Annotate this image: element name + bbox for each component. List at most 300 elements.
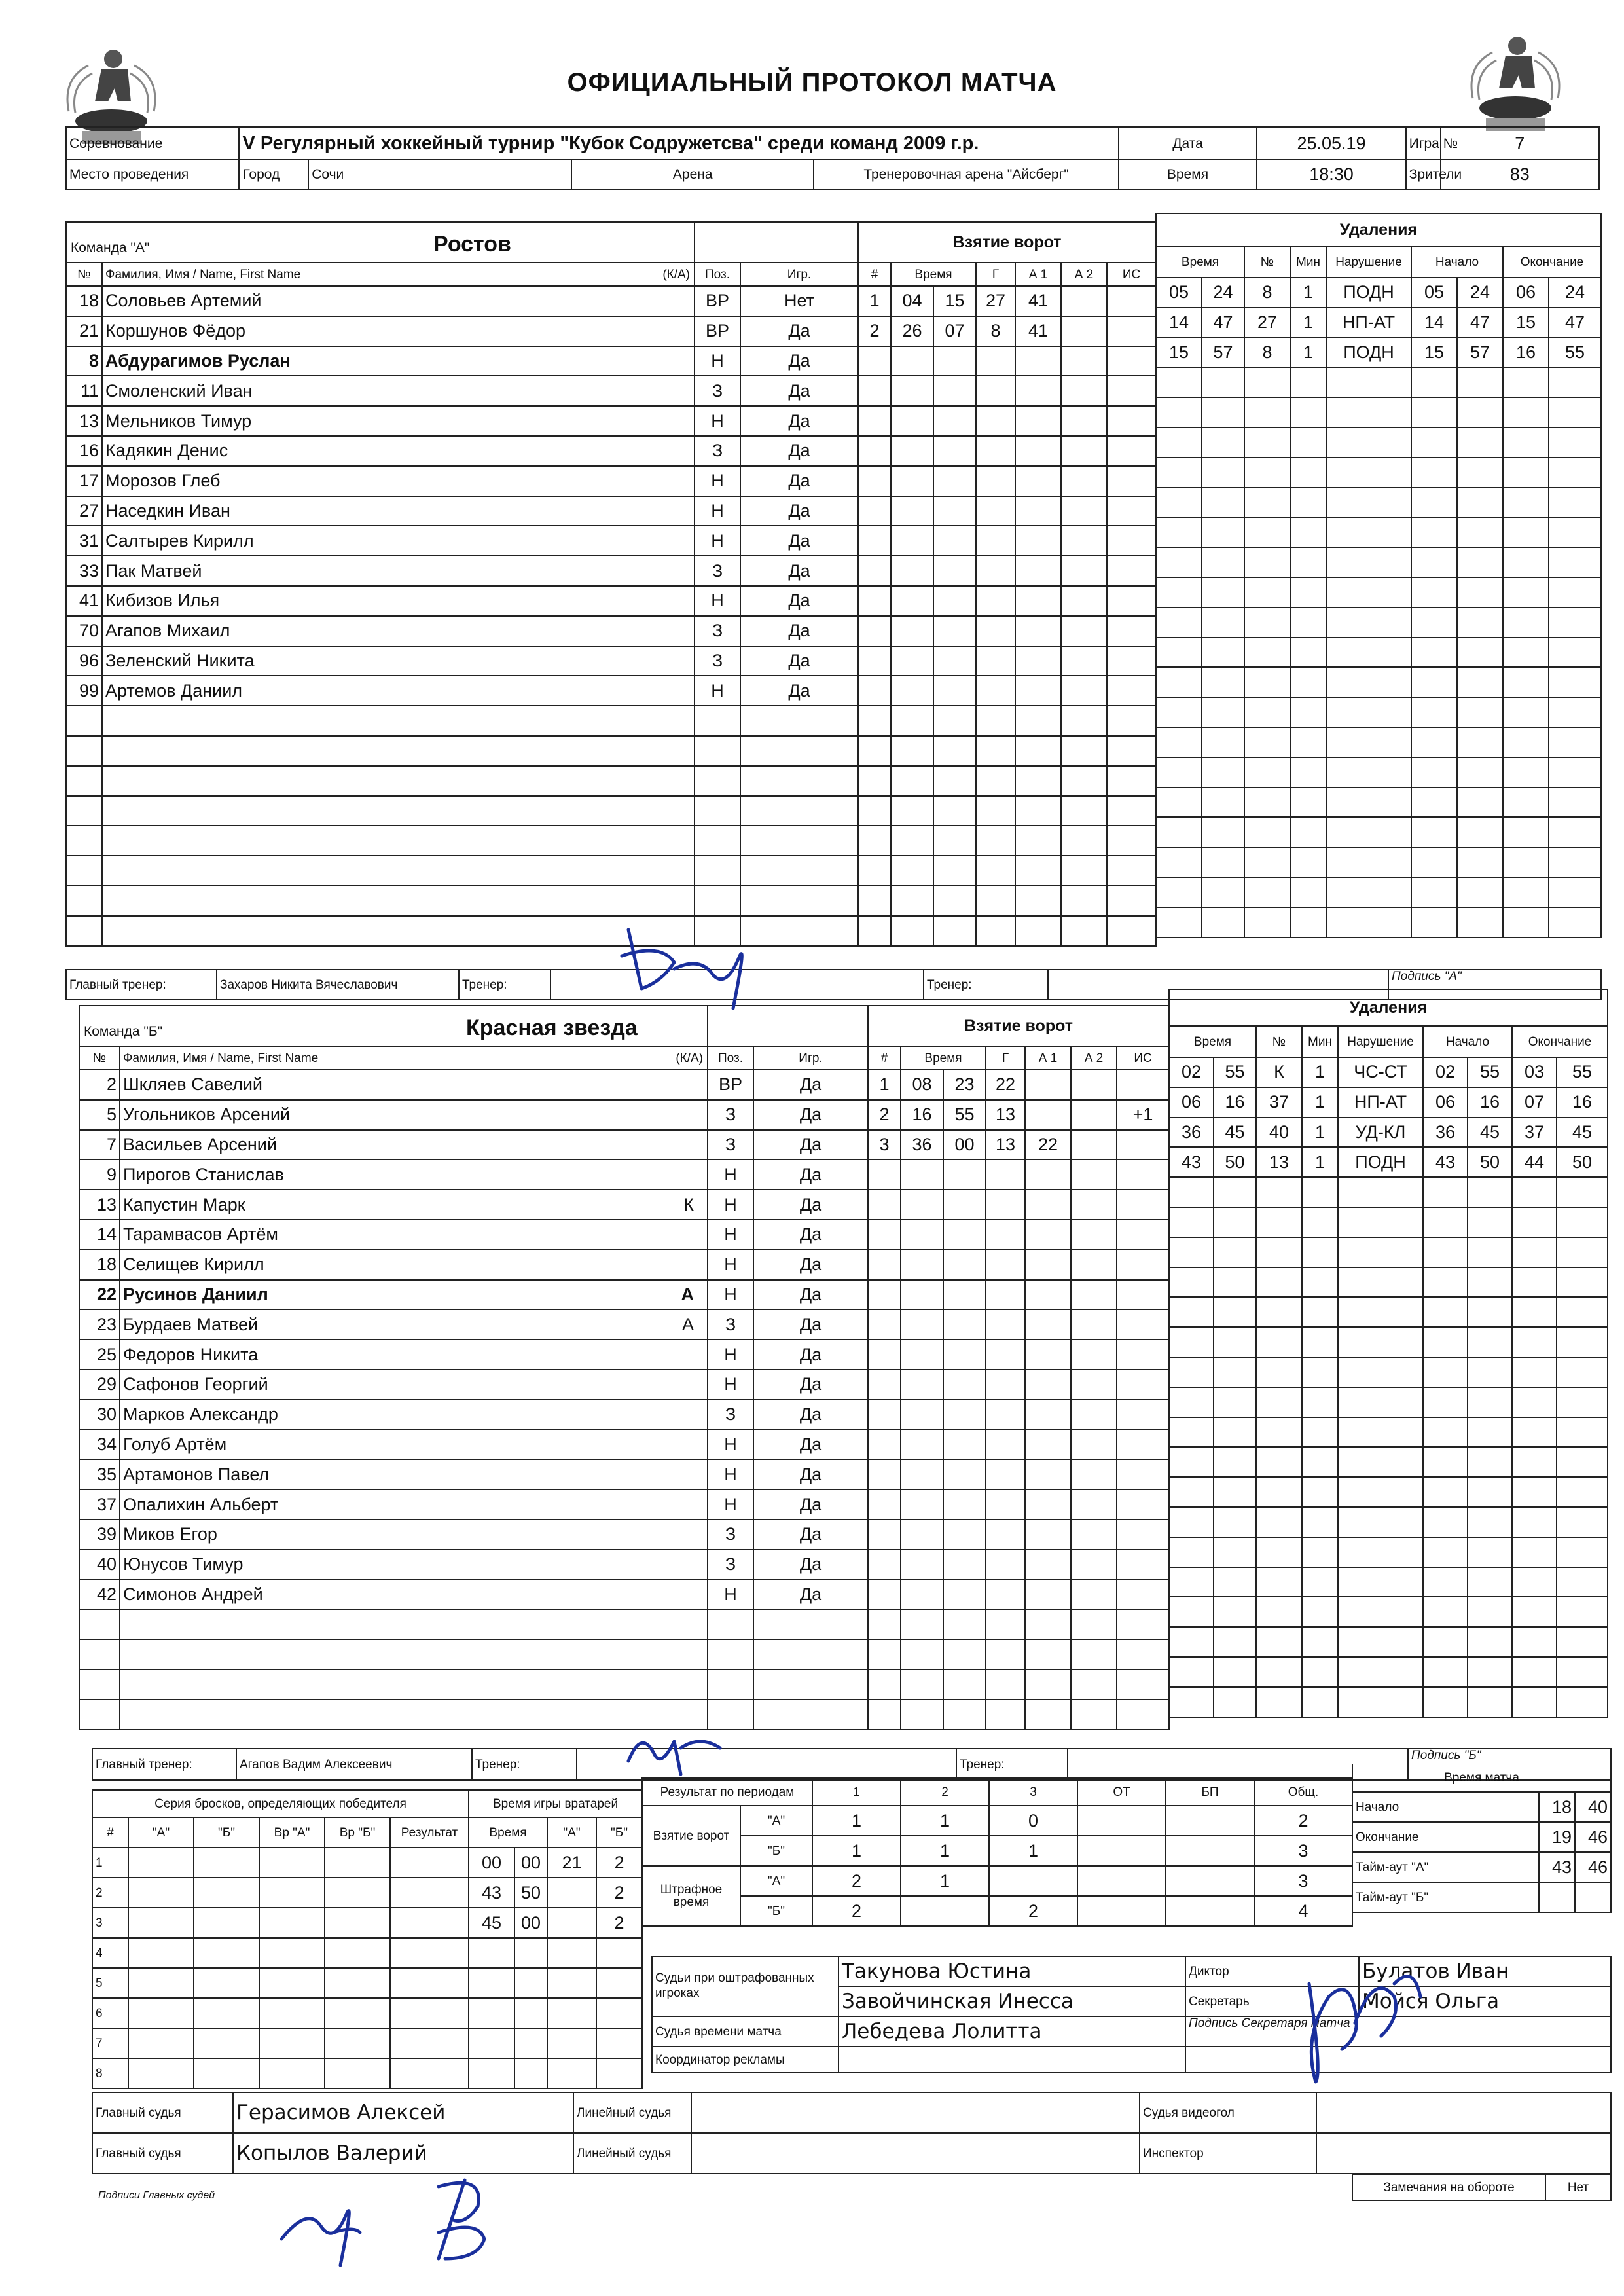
- goal-n: [858, 646, 891, 676]
- player-played: Да: [740, 496, 858, 526]
- penalty-min: [1302, 1507, 1338, 1537]
- g-g-header: Г: [976, 263, 1015, 286]
- penalty-sm: 15: [1411, 338, 1457, 368]
- penalty-ss: [1468, 1177, 1512, 1207]
- pen-a-p2: 1: [901, 1866, 989, 1896]
- goal-n: [868, 1280, 901, 1310]
- penalty-row: [1156, 428, 1601, 458]
- goal-g: [976, 376, 1015, 406]
- goal-a1: [1015, 826, 1061, 856]
- goal-g: [986, 1550, 1025, 1580]
- penalty-s: [1214, 1657, 1256, 1687]
- goal-g: [976, 406, 1015, 436]
- penalty-ss: [1457, 727, 1503, 757]
- shootout-row: [92, 1848, 469, 1878]
- goal-s: [933, 526, 976, 556]
- goal-a1: [1025, 1669, 1071, 1700]
- penalty-sm: [1423, 1207, 1468, 1237]
- penalty-inf: [1338, 1237, 1423, 1267]
- penalty-s: [1202, 667, 1244, 697]
- player-row: [66, 436, 858, 466]
- g-g-header: Г: [986, 1046, 1025, 1070]
- penalty-num: [1256, 1657, 1302, 1687]
- penalty-sm: [1411, 458, 1457, 488]
- player-name: Пак Матвей: [105, 560, 202, 581]
- goal-m: [901, 1370, 943, 1400]
- player-played: Да: [740, 376, 858, 406]
- goal-s: [933, 826, 976, 856]
- player-position: Н: [708, 1370, 753, 1400]
- pen-b-total: 4: [1254, 1896, 1352, 1926]
- penalty-sm: [1423, 1237, 1468, 1267]
- penalty-es: [1557, 1567, 1608, 1597]
- match-time-h: [1539, 1882, 1575, 1912]
- team-a-section: [65, 221, 859, 947]
- penalty-ss: [1468, 1537, 1512, 1567]
- goal-s: 07: [933, 316, 976, 346]
- penalty-inf: [1326, 847, 1411, 877]
- player-name: Смоленский Иван: [105, 380, 253, 401]
- penalty-s: [1214, 1597, 1256, 1627]
- penalty-em: [1512, 1627, 1557, 1657]
- goal-a1: [1015, 646, 1061, 676]
- goal-a2: [1071, 1639, 1117, 1669]
- goal-g: [986, 1250, 1025, 1280]
- goal-a2: [1061, 346, 1107, 376]
- penalty-m: [1156, 428, 1202, 458]
- penalty-num: [1244, 667, 1290, 697]
- penalty-row: [1169, 1447, 1608, 1477]
- g-a2-header: А 2: [1071, 1046, 1117, 1070]
- penalty-min: [1290, 547, 1326, 577]
- penalty-em: [1503, 367, 1549, 397]
- penalty-ss: [1468, 1267, 1512, 1298]
- goal-row: [858, 616, 1156, 646]
- player-row: [79, 1070, 868, 1100]
- time-label: Время: [1119, 160, 1257, 189]
- gk-row: [469, 1848, 642, 1878]
- goal-ic: [1107, 346, 1156, 376]
- gk-m: [469, 1998, 514, 2028]
- penalty-sm: [1423, 1417, 1468, 1448]
- goal-g: [986, 1309, 1025, 1339]
- goal-s: [933, 736, 976, 766]
- penalty-row: [1156, 697, 1601, 727]
- goal-m: [901, 1220, 943, 1250]
- shootout-col-header: "А": [128, 1817, 194, 1848]
- player-position: [695, 766, 740, 796]
- penalty-num: [1256, 1387, 1302, 1417]
- penalty-min: 1: [1290, 338, 1326, 368]
- page-title: ОФИЦИАЛЬНЫЙ ПРОТОКОЛ МАТЧА: [567, 68, 1057, 97]
- player-row: [66, 796, 858, 826]
- penalty-em: [1512, 1267, 1557, 1298]
- player-row: [66, 526, 858, 556]
- penalty-ss: 55: [1468, 1057, 1512, 1087]
- goal-m: [901, 1309, 943, 1339]
- penalty-inf: [1338, 1357, 1423, 1387]
- goal-row: [868, 1220, 1169, 1250]
- penalty-inf: [1338, 1417, 1423, 1448]
- pen-a-total: 3: [1254, 1866, 1352, 1896]
- penalty-ss: [1457, 907, 1503, 938]
- goal-a1: [1015, 736, 1061, 766]
- penalty-es: [1557, 1387, 1608, 1417]
- penalty-inf: [1326, 788, 1411, 818]
- goals-a-total: 2: [1254, 1806, 1352, 1836]
- penalty-ss: [1468, 1567, 1512, 1597]
- penalty-m: 02: [1169, 1057, 1214, 1087]
- penalty-min: [1302, 1597, 1338, 1627]
- goal-g: 13: [986, 1100, 1025, 1130]
- goal-a1: [1025, 1489, 1071, 1520]
- goal-row: [868, 1580, 1169, 1610]
- player-name: Русинов Даниил: [123, 1284, 268, 1304]
- team-b-goals: [867, 1005, 1170, 1730]
- match-time-table: [1352, 1764, 1612, 1913]
- player-number: 18: [66, 286, 102, 316]
- penalty-ss: [1457, 547, 1503, 577]
- goal-s: [933, 496, 976, 526]
- goals-b-ot: [1077, 1836, 1166, 1866]
- player-name-cell: [102, 466, 695, 496]
- player-name-cell: [120, 1669, 708, 1700]
- penalty-s: [1202, 547, 1244, 577]
- goal-m: [891, 916, 933, 946]
- penalty-m: [1156, 458, 1202, 488]
- goal-a1: [1025, 1100, 1071, 1130]
- player-number: [66, 736, 102, 766]
- penalty-num: [1256, 1417, 1302, 1448]
- penalty-s: 57: [1202, 338, 1244, 368]
- penalty-sm: 36: [1423, 1118, 1468, 1148]
- shootout-cell: [390, 1968, 469, 1998]
- penalty-m: 05: [1156, 278, 1202, 308]
- penalty-min: [1290, 697, 1326, 727]
- shootout-col-header: Вр "А": [259, 1817, 325, 1848]
- goal-s: [933, 406, 976, 436]
- penalty-ss: 24: [1457, 278, 1503, 308]
- penalty-inf: [1326, 697, 1411, 727]
- penalty-ss: [1468, 1387, 1512, 1417]
- goal-a1: [1025, 1430, 1071, 1460]
- player-name-cell: [102, 826, 695, 856]
- penalty-row: [1169, 1567, 1608, 1597]
- goal-ic: [1117, 1520, 1169, 1550]
- goal-a2: [1061, 556, 1107, 586]
- penalty-m: 06: [1169, 1087, 1214, 1118]
- penalty-s: [1202, 458, 1244, 488]
- player-row: [66, 496, 858, 526]
- penalty-m: [1169, 1267, 1214, 1298]
- goal-row: [868, 1700, 1169, 1730]
- goal-a2: [1061, 736, 1107, 766]
- player-position: [695, 796, 740, 826]
- penalty-ss: [1457, 608, 1503, 638]
- goal-g: [986, 1520, 1025, 1550]
- penalty-s: [1214, 1177, 1256, 1207]
- goal-n: [858, 916, 891, 946]
- penalty-inf: [1338, 1297, 1423, 1327]
- player-played: Да: [740, 316, 858, 346]
- goal-row: [858, 286, 1156, 316]
- penalty-m: [1156, 757, 1202, 788]
- goal-m: [901, 1639, 943, 1669]
- player-position: [695, 826, 740, 856]
- goal-s: [933, 346, 976, 376]
- penalty-num: [1256, 1297, 1302, 1327]
- player-number: 25: [79, 1339, 120, 1370]
- player-name-cell: [120, 1639, 708, 1669]
- player-row: [66, 556, 858, 586]
- goal-g: [976, 346, 1015, 376]
- player-number: [66, 916, 102, 946]
- player-name-cell: [102, 286, 695, 316]
- penalty-ss: [1457, 877, 1503, 907]
- player-row: [79, 1669, 868, 1700]
- penalty-s: [1202, 697, 1244, 727]
- goals-a-p2: 1: [901, 1806, 989, 1836]
- team-b-trainer-label: Тренер:: [956, 1749, 1068, 1780]
- player-number: 30: [79, 1400, 120, 1430]
- goal-n: [858, 706, 891, 736]
- penalty-em: [1512, 1177, 1557, 1207]
- match-time-h: 19: [1539, 1822, 1575, 1852]
- player-row: [79, 1159, 868, 1190]
- player-played: Нет: [740, 286, 858, 316]
- penalty-es: [1557, 1447, 1608, 1477]
- player-position: З: [708, 1309, 753, 1339]
- goal-s: [943, 1700, 986, 1730]
- player-played: Да: [740, 526, 858, 556]
- goal-n: [858, 466, 891, 496]
- goal-s: [943, 1550, 986, 1580]
- player-number: [66, 766, 102, 796]
- penalty-num: [1256, 1687, 1302, 1717]
- penalty-em: [1503, 397, 1549, 428]
- penalty-es: [1549, 577, 1601, 608]
- goal-n: [868, 1520, 901, 1550]
- goal-n: [858, 676, 891, 706]
- penalty-inf: ПОДН: [1326, 338, 1411, 368]
- penalty-sm: 06: [1423, 1087, 1468, 1118]
- penalty-es: [1557, 1597, 1608, 1627]
- gk-b: [596, 1998, 642, 2028]
- shootout-table: [92, 1789, 469, 2089]
- match-header: [65, 126, 1600, 190]
- penalty-s: [1202, 757, 1244, 788]
- penalty-min: [1290, 727, 1326, 757]
- goal-g: [976, 526, 1015, 556]
- shootout-cell: [259, 1938, 325, 1968]
- goals-b-total: 3: [1254, 1836, 1352, 1866]
- goal-g: [976, 856, 1015, 886]
- penalty-em: 03: [1512, 1057, 1557, 1087]
- goal-row: [868, 1520, 1169, 1550]
- penalty-num: [1244, 397, 1290, 428]
- player-played: [740, 796, 858, 826]
- goal-row: [858, 316, 1156, 346]
- goal-a2: [1061, 706, 1107, 736]
- player-row: [79, 1190, 868, 1220]
- penalty-s: [1202, 608, 1244, 638]
- penalty-min: 1: [1290, 278, 1326, 308]
- goal-m: [891, 586, 933, 616]
- penalty-m: [1156, 517, 1202, 547]
- p-min-header: Мин: [1290, 246, 1326, 278]
- goal-a2: [1061, 886, 1107, 916]
- penalty-m: [1156, 638, 1202, 668]
- penalty-m: [1156, 547, 1202, 577]
- goal-a2: [1071, 1580, 1117, 1610]
- goal-n: [858, 556, 891, 586]
- penalty-es: [1557, 1537, 1608, 1567]
- goal-a1: [1025, 1280, 1071, 1310]
- player-played: Да: [740, 556, 858, 586]
- player-number: 42: [79, 1580, 120, 1610]
- penalty-s: 47: [1202, 308, 1244, 338]
- penalty-em: [1512, 1477, 1557, 1507]
- player-number: [66, 826, 102, 856]
- player-name: Кибизов Илья: [105, 591, 220, 611]
- goal-row: [868, 1159, 1169, 1190]
- goal-n: [858, 406, 891, 436]
- goal-s: [933, 856, 976, 886]
- penalty-num: [1256, 1537, 1302, 1567]
- goal-m: [891, 466, 933, 496]
- goal-g: [976, 706, 1015, 736]
- goal-g: [986, 1489, 1025, 1520]
- penalty-es: [1549, 907, 1601, 938]
- match-time-m: 40: [1575, 1792, 1611, 1822]
- player-number: 40: [79, 1550, 120, 1580]
- penalty-s: [1202, 488, 1244, 518]
- team-a-coach-label: Тренер:: [459, 970, 550, 1000]
- goal-row: [858, 886, 1156, 916]
- shootout-row-number: 4: [92, 1938, 128, 1968]
- penalty-s: [1214, 1537, 1256, 1567]
- penalty-sm: 43: [1423, 1147, 1468, 1177]
- penalty-m: [1156, 667, 1202, 697]
- penalty-inf: [1338, 1597, 1423, 1627]
- penalty-sm: [1423, 1507, 1468, 1537]
- goal-m: [891, 736, 933, 766]
- shootout-cell: [259, 2028, 325, 2058]
- penalty-ss: [1457, 517, 1503, 547]
- penalty-row: [1169, 1237, 1608, 1267]
- player-row: [79, 1280, 868, 1310]
- penalty-em: [1512, 1567, 1557, 1597]
- player-name: Симонов Андрей: [123, 1584, 263, 1604]
- shootout-row: [92, 1878, 469, 1908]
- periods-goals-a-label: "А": [740, 1806, 812, 1836]
- player-ka: А: [681, 1314, 694, 1334]
- penalty-row: [1169, 1597, 1608, 1627]
- goal-a2: [1071, 1489, 1117, 1520]
- penalty-min: [1302, 1357, 1338, 1387]
- penalty-inf: [1326, 397, 1411, 428]
- goal-n: [868, 1250, 901, 1280]
- goal-a1: [1025, 1339, 1071, 1370]
- goal-row: [868, 1190, 1169, 1220]
- goal-n: [868, 1370, 901, 1400]
- penalty-sm: [1411, 667, 1457, 697]
- penalty-min: [1290, 907, 1326, 938]
- goal-s: 00: [943, 1130, 986, 1160]
- penalty-row: [1156, 817, 1601, 847]
- g-a1-header: А 1: [1015, 263, 1061, 286]
- player-number: 7: [79, 1130, 120, 1160]
- player-position: Н: [695, 406, 740, 436]
- penalty-ss: [1457, 757, 1503, 788]
- period-total-header: Общ.: [1254, 1778, 1352, 1806]
- goal-a2: [1061, 916, 1107, 946]
- penalty-s: [1202, 367, 1244, 397]
- penalty-sm: [1423, 1297, 1468, 1327]
- team-b-head-coach: Агапов Вадим Алексеевич: [236, 1749, 472, 1780]
- team-a-name: Ростов: [433, 232, 511, 257]
- penalty-min: [1290, 817, 1326, 847]
- shootout-row: [92, 1908, 469, 1938]
- goal-s: 55: [943, 1100, 986, 1130]
- officials-table: [651, 1956, 1612, 2073]
- player-row: [79, 1520, 868, 1550]
- player-played: [740, 826, 858, 856]
- team-b-coach-label: Тренер:: [472, 1749, 577, 1780]
- goal-m: 36: [901, 1130, 943, 1160]
- gk-a: [547, 2058, 596, 2088]
- penalty-em: [1512, 1597, 1557, 1627]
- player-played: Да: [740, 436, 858, 466]
- arena: Тренеровочная арена "Айсберг": [814, 160, 1118, 189]
- goal-a2: [1061, 406, 1107, 436]
- penalty-sm: [1411, 817, 1457, 847]
- goal-a2: [1061, 286, 1107, 316]
- penalty-m: [1169, 1507, 1214, 1537]
- player-ka: К: [683, 1194, 694, 1214]
- penalty-m: [1169, 1597, 1214, 1627]
- shootout-cell: [194, 1938, 259, 1968]
- penalty-inf: [1326, 458, 1411, 488]
- shootout-cell: [390, 2028, 469, 2058]
- gk-m: 43: [469, 1878, 514, 1908]
- gk-b-header: "Б": [596, 1817, 642, 1848]
- shootout-cell: [325, 1908, 390, 1938]
- penalty-em: 15: [1503, 308, 1549, 338]
- penalty-inf: [1326, 638, 1411, 668]
- penalty-ss: 45: [1468, 1118, 1512, 1148]
- goal-s: [943, 1250, 986, 1280]
- penalty-sm: [1423, 1447, 1468, 1477]
- goal-n: [868, 1400, 901, 1430]
- secretary-signature: [1283, 1958, 1434, 2088]
- goal-s: [933, 556, 976, 586]
- penalty-em: [1512, 1237, 1557, 1267]
- goal-a2: [1061, 436, 1107, 466]
- goal-m: [891, 346, 933, 376]
- penalty-em: [1503, 817, 1549, 847]
- goal-m: 16: [901, 1100, 943, 1130]
- player-position: З: [708, 1520, 753, 1550]
- player-row: [66, 316, 858, 346]
- goal-ic: [1107, 916, 1156, 946]
- goal-m: [901, 1550, 943, 1580]
- penalty-sm: 14: [1411, 308, 1457, 338]
- goal-m: [901, 1400, 943, 1430]
- penalty-m: [1156, 397, 1202, 428]
- inspector-label: Инспектор: [1140, 2133, 1316, 2174]
- shootout-cell: [259, 1968, 325, 1998]
